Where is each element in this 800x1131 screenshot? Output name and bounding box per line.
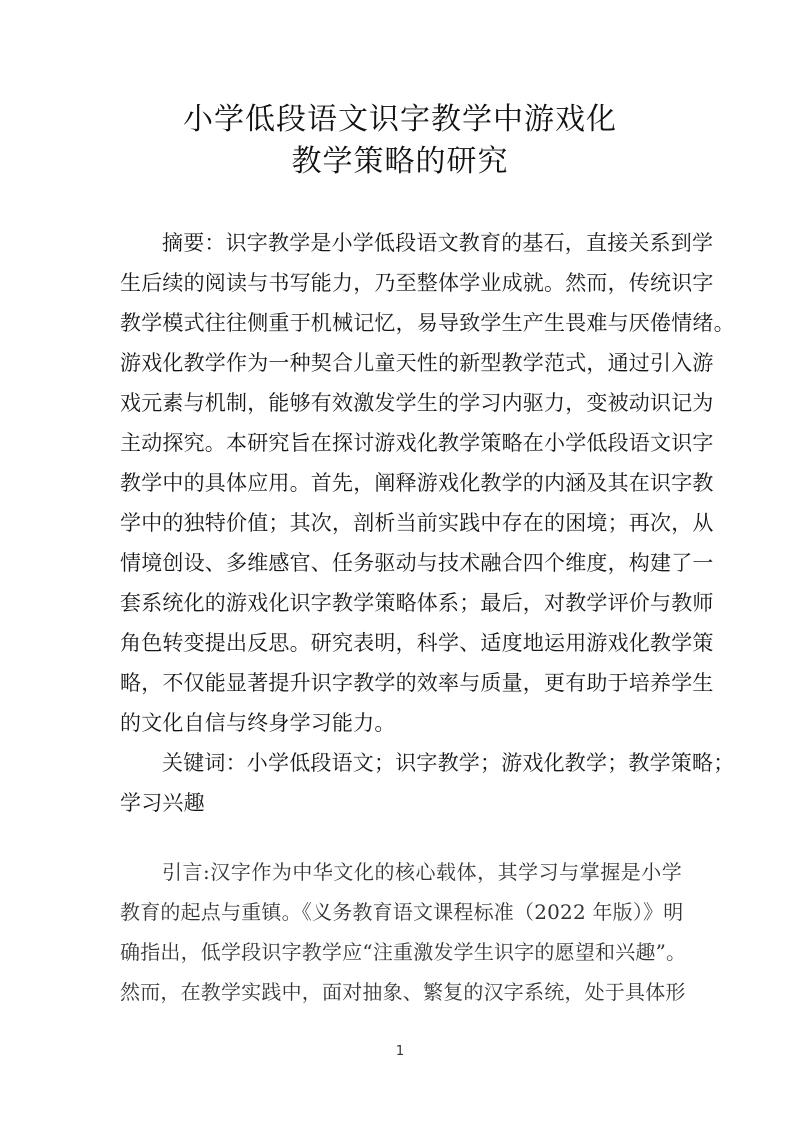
- abstract-line-13: 的文化自信与终身学习能力。: [120, 711, 396, 735]
- intro-line-1: 引言:汉字作为中华文化的核心载体，其学习与掌握是小学: [162, 860, 682, 884]
- abstract-line-10: 套系统化的游戏化识字教学策略体系；最后，对教学评价与教师: [120, 591, 714, 615]
- abstract-line-5: 戏元素与机制，能够有效激发学生的学习内驱力，变被动识记为: [120, 391, 714, 415]
- page-number: 1: [395, 1044, 405, 1059]
- abstract-line-1: 摘要：识字教学是小学低段语文教育的基石，直接关系到学: [162, 231, 714, 255]
- abstract-line-4: 游戏化教学作为一种契合儿童天性的新型教学范式，通过引入游: [120, 351, 714, 375]
- intro-line-2: 教育的起点与重镇。《义务教育语文课程标准（2022 年版）》明: [120, 900, 684, 924]
- keywords-line-1: 关键词：小学低段语文；识字教学；游戏化教学；教学策略；: [162, 751, 735, 775]
- abstract-line-9: 情境创设、多维感官、任务驱动与技术融合四个维度，构建了一: [120, 551, 714, 575]
- title-line-2: 教学策略的研究: [291, 144, 509, 179]
- abstract-line-11: 角色转变提出反思。研究表明，科学、适度地运用游戏化教学策: [120, 631, 714, 655]
- abstract-line-12: 略，不仅能显著提升识字教学的效率与质量，更有助于培养学生: [120, 671, 714, 695]
- intro-line-4: 然而，在教学实践中，面对抽象、繁复的汉字系统，处于具体形: [120, 980, 686, 1004]
- keywords-line-2: 学习兴趣: [120, 791, 205, 815]
- title-line-1: 小学低段语文识字教学中游戏化: [183, 102, 617, 137]
- intro-line-3: 确指出，低学段识字教学应“注重激发学生识字的愿望和兴趣”。: [120, 940, 687, 964]
- abstract-line-2: 生后续的阅读与书写能力，乃至整体学业成就。然而，传统识字: [120, 271, 714, 295]
- abstract-line-8: 学中的独特价值；其次，剖析当前实践中存在的困境；再次，从: [120, 511, 714, 535]
- abstract-line-3: 教学模式往往侧重于机械记忆，易导致学生产生畏难与厌倦情绪。: [120, 311, 735, 335]
- abstract-line-6: 主动探究。本研究旨在探讨游戏化教学策略在小学低段语文识字: [120, 431, 714, 455]
- abstract-line-7: 教学中的具体应用。首先，阐释游戏化教学的内涵及其在识字教: [120, 471, 714, 495]
